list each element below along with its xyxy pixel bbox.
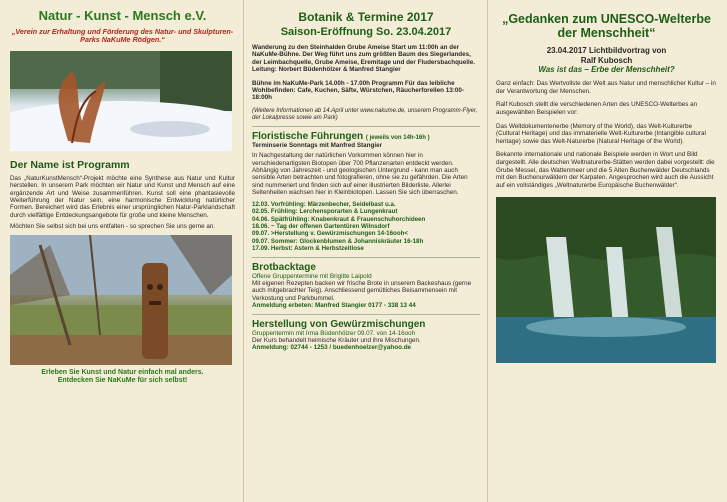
waterfall-photo <box>496 197 716 363</box>
floristic-title-text: Floristische Führungen <box>252 130 364 142</box>
divider <box>252 314 480 315</box>
divider <box>252 126 480 127</box>
schedule-item: 18.06. ~ Tag der offenen Gartentüren Wilnsdorf <box>252 222 390 230</box>
association-title: Natur - Kunst - Mensch e.V. <box>38 8 207 23</box>
floristic-title <box>252 131 480 142</box>
season-opening: Saison-Eröffnung So. 23.04.2017 <box>280 26 452 38</box>
intro-text: Ganz einfach: Das Wertvollste der Welt aus Natur und menschlicher Kultur – in der Verantwortung der Menschen. <box>496 80 716 95</box>
events-title: Botanik & Termine 2017 <box>298 10 434 24</box>
lecture-date: 23.04.2017 Lichtbildvortrag von <box>546 46 667 55</box>
stage-program: Bühne im NaKuMe-Park 14.00h - 17.00h Programm Für das leibliche Wohlbefinden: Cafe, Kuchen, Säfte, Würstchen, Räucherforellen 13:00-18:00h <box>252 79 464 102</box>
floristic-time: ( jeweils von 14h-16h ) <box>365 134 430 141</box>
lecture-question: Was ist das – Erbe der Menschheit? <box>538 65 675 75</box>
heritage-types-text: Das Weltdokumentenerbe (Memory of the World), das Welt-Kulturerbe (Cultural Heritage) und das immaterielle Welt-Kulturerbe (Intangible cultural heritage) sowie das Welt-Naturerbe (Natural Heritage of the World). <box>496 122 706 145</box>
bread-title: Brotbacktage <box>252 261 316 273</box>
wood-sculpture-photo <box>10 235 232 365</box>
schedule-item: 12.03. Vorfrühling: Märzenbecher, Seidelbast u.a. <box>252 200 396 208</box>
spice-title: Herstellung von Gewürzmischungen <box>252 318 426 330</box>
divider <box>252 257 480 258</box>
lecturer-name: Ralf Kubosch <box>580 55 633 65</box>
sculpture-snow-photo <box>10 51 232 151</box>
program-text: Das „NaturKunstMensch“-Projekt möchte eine Synthese aus Natur und Kultur herstellen. In unserem Park möchten wir Natur und Kunst und Mensch auf eine ergänzende Art und Weise zusammenführen. Kunst soll eine phantasievolle Weiterführung der Natur sein, eine harmonische Entwicklung natürlicher Formen. Bereichert wird das Erlebnis einer ursprünglichen Natur-Parklandschaft durch vielfältige Entdeckungsangebote für große und kleine Menschen. <box>10 174 235 219</box>
association-subtitle: „Verein zur Erhaltung und Förderung des Natur- und Skulpturen-Parks NaKuMe Rödgen.“ <box>11 27 234 45</box>
contact-invite-text: Möchten Sie selbst sich bei uns entfalten - so sprechen Sie uns gerne an. <box>10 223 216 231</box>
schedule-item: 17.09. Herbst: Astern & Herbstzeitlose <box>252 245 364 253</box>
column-divider <box>243 0 244 502</box>
bread-line: Offene Gruppentermine mit Brigitte Laipold <box>252 272 372 280</box>
schedule-item: 09.07. Sommer: Glockenblumen & Johanniskräuter 16-18h <box>252 237 424 245</box>
schedule-list <box>252 201 480 253</box>
bread-text: Mit eigenen Rezepten backen wir frische Brote in unserem Backeshaus (gerne auch mitgebrachter Teig). Anschliessend gemütliches Beisammensein mit Verkostung und Parkbummel. <box>252 279 472 302</box>
schedule-item: 04.06. Spätfrühling: Knabenkraut & Frauenschuhorchideen <box>252 215 426 223</box>
column-unesco <box>490 0 727 502</box>
schedule-item: 02.05. Frühling: Lerchensporarten & Lungenkraut <box>252 208 398 216</box>
spice-contact: Anmeldung: 02744 - 1253 / buedenhoelzer@yahoo.de <box>252 344 412 352</box>
hike-info: Wanderung zu den Steinhalden Grube Ameise Start um 11:00h an der NaKuMe-Bühne. Der Weg führt uns zum größten Baum des Siegerlandes, der Leimbachquelle, Grube Ameise, Eremitage und der Fludersbachquelle. Leitung: Norbert Büdenhölzer & Manfred Stangier <box>252 44 476 74</box>
spice-line-1: Gruppentermin mit Irma Büdenhölzer 09.07. von 14-16ooh <box>252 329 416 337</box>
column-divider <box>487 0 488 502</box>
column-events <box>246 0 486 502</box>
schedule-item: 09.07. >Herstellung v. Gewürzmischungen 14-16ooh< <box>252 230 408 238</box>
footer-line-1: Erleben Sie Kunst und Natur einfach mal anders. <box>41 368 204 376</box>
unesco-title: „Gedanken zum UNESCO-Welterbe der Menschheit“ <box>502 12 711 40</box>
column-association <box>0 0 243 502</box>
more-info: (Weitere Informationen ab 14.April unter www.nakume.de, unserem Programm-Flyer, der Lokalpresse sowie am Park) <box>252 107 478 121</box>
germany-sites-text: Bekannte internationale und nationale Beispiele werden in Wort und Bild dargestellt. Alle deutschen Weltnaturerbe-Stätten werden dabei vorgestellt: die Grube Messel, das Wattenmeer und die 5 Alten Buchenwälder Deutschlands mit den Buchenurwäldern der Karpaten. Angesprochen wird auch die Aussicht auf ein vollständiges „Weltnaturerbe Europäische Buchenwälder“. <box>496 151 715 189</box>
floristic-text: In Nachgestaltung der natürlichen Vorkommen können hier in verschiedenartigsten Biotopen über 700 Pflanzenarten entdeckt werden. Abhängig von Jahreszeit - und geologischen Untergrund - kann man auch sensible Arten betrachten und fotografieren, ohne sie zu gefährden. Die Arten sind nummeriert und finden sich auf einer illustrierten Bilderliste. Allerlei Seltenheiten wachsen hier in Kleinbiotopen. Lassen Sie sich überraschen. <box>252 152 468 197</box>
footer-line-2: Entdecken Sie NaKuMe für sich selbst! <box>57 377 188 385</box>
bread-contact: Anmeldung erbeten: Manfred Stangier 0177 - 338 13 44 <box>252 302 416 310</box>
examples-text: Ralf Kubosch stellt die verschiedenen Arten des UNESCO-Welterbes an ausgewählten Beispielen vor: <box>496 101 698 116</box>
spice-line-2: Der Kurs behandelt heimische Kräuter und ihre Mischungen. <box>252 336 421 344</box>
section-heading: Der Name ist Programm <box>10 158 130 171</box>
floristic-subtitle: Terminserie Sonntags mit Manfred Stangier <box>252 141 383 149</box>
